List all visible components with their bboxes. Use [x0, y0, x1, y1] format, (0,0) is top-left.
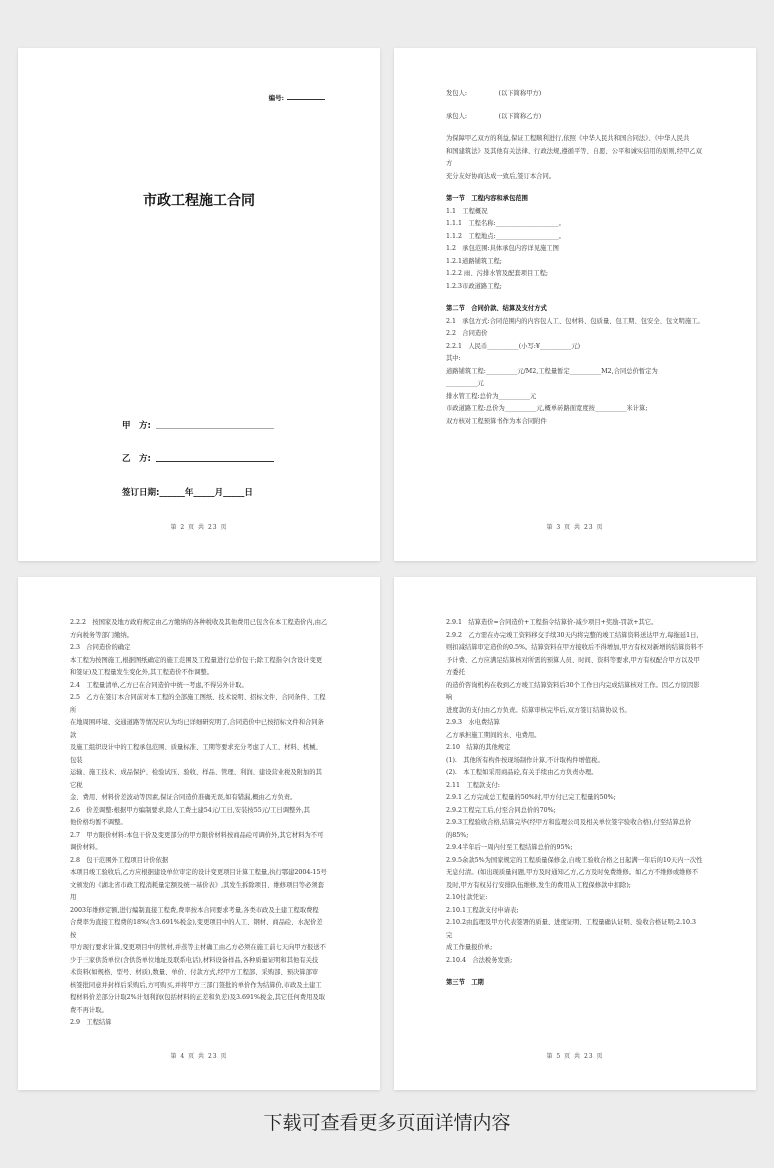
text-line: 程材料价差部分计取2%计划利润(包括材料的正差和负差)及3.691%税金,其它任何费用及取 — [70, 994, 326, 1001]
text-line: 方向税务等部门缴纳。 — [70, 631, 133, 639]
text-line: 文颁发的《湖北省市政工程消耗量定额及统一基价表》,其发生拆除项目、维修项目等必须套用 — [70, 881, 324, 901]
text-line: 1.2 承包范围:具体承包内容详见施工图 — [446, 245, 559, 252]
page-number: 第 3 页 共 23 页 — [546, 524, 604, 531]
text-line: 充分友好协商达成一致后,签订本合同。 — [446, 172, 556, 180]
text-line: 为保障甲乙双方的利益,保证工程顺利进行,依照《中华人民共和国合同法》、《中华人民共 — [446, 135, 690, 142]
text-line: 1.1 工程概况 — [446, 207, 488, 215]
text-line: 合费率为直接工程费的18%(含3.691%税金),变更项目中的人工、钢材、商品砼、水泥价差按 — [70, 919, 323, 939]
page-number: 第 5 页 共 23 页 — [546, 1053, 604, 1060]
text-line: 成工作量报价单; — [446, 944, 493, 951]
contract-page-3 — [394, 48, 756, 561]
text-line: 1.2.3市政道路工程; — [446, 282, 502, 290]
text-line: 2.2 合同造价 — [446, 330, 488, 337]
spacer — [446, 123, 704, 133]
text-line: 2.10付款凭证: — [446, 894, 488, 901]
text-line: 1.1.2 工程地点:____________________。 — [446, 232, 565, 240]
text-line: 2.10 结算的其他规定 — [446, 744, 511, 751]
text-line: 运输、施工技术、成品保护、检验试压、验收、样品、管理、利润、建设营业税及附加的其它税 — [70, 769, 322, 789]
text-line: 2.10.1工程款支付申请表; — [446, 906, 519, 914]
text-line: 2.9.5余款5%为国家规定的工程质量保修金,自竣工验收合格之日起满一年后的10天内一次性 — [446, 856, 703, 864]
contract-number-label: 编号: — [268, 94, 284, 102]
text-line: 2.1 承包方式:合同范围内的内容包人工、包材料、包质量、包工期、包安全、包文明施工。 — [446, 317, 704, 325]
sign-date: 签订日期:______年_____月_____日 — [122, 488, 253, 498]
spacer — [446, 101, 704, 111]
contract-number — [269, 93, 325, 102]
text-line: 乙方承担施工期间的水、电费用。 — [446, 731, 541, 739]
text-line: 2.4 工程量清单,乙方已在合同造价中统一考虑,不得另外计取。 — [70, 681, 248, 689]
section-heading: 第三节 工期 — [446, 979, 484, 986]
text-line: 排水管工程:总价为__________元 — [446, 392, 537, 400]
text-line: 本工程为按图施工,根据图纸确定的施工范围及工程量进行总价包干;除工程指令(含设计变更 — [70, 656, 323, 664]
text-line: 及施工组织设计中的工程承包范围、质量标准、工期等要求充分考虑了人工、材料、机械、包装 — [70, 744, 322, 764]
text-line: 2.7 甲方限价材料:本包干价及变更部分的甲方限价材料按商品砼可调价外,其它材料为不可 — [70, 831, 324, 839]
party-b-blank — [156, 461, 274, 462]
text-line: 双方核对工程预算书作为本合同附件 — [446, 417, 547, 425]
text-line: 2.9.2工程完工后,付至合同总价的70%; — [446, 806, 556, 814]
text-line: 2.10.4 合法税务发票; — [446, 956, 513, 964]
party-b-label: 乙 方: — [122, 454, 151, 464]
text-line: 和国建筑法》及其他有关法律、行政法规,遵循平等、自愿、公平和诚实信用的原则,经甲乙双方 — [446, 147, 702, 167]
text-line: 承包人: (以下简称乙方) — [446, 112, 542, 120]
text-line: 和签证)及工程量发生变化外,其工程造价不作调整。 — [70, 669, 213, 676]
contract-page-5 — [394, 577, 756, 1090]
text-line: 2.9.2 乙方需在办完竣工资料移交手续30天内将完整的竣工结算资料送达甲方,每拖延1日, — [446, 631, 699, 639]
text-line: (2). 本工程如采用商品砼,有关手续由乙方负责办理。 — [446, 769, 598, 776]
text-line: 2.2.1 人民币__________(小写:¥__________元) — [446, 342, 581, 350]
text-line: 他价格均暂不调整。 — [70, 819, 127, 826]
spacer — [446, 293, 704, 303]
contract-title: 市政工程施工合同 — [143, 193, 255, 209]
spacer — [446, 967, 704, 977]
page-body — [70, 617, 328, 1030]
text-line: 则扣减结算审定造价的0.5%。结算资料在甲方接收后不得增加,甲方有权对新增的结算资料不 — [446, 644, 704, 651]
text-line: 2.9.3工程验收合格,结算完毕(经甲方和监理公司及相关单位签字验收合格),付至结算总价 — [446, 819, 692, 826]
text-line: 本项目竣工验收后,乙方应根据建设单位审定的设计变更项目计算工程量,执行鄂建2004-15号 — [70, 869, 327, 876]
text-line: 金、费用、材料价差波动等因素,保证合同造价准确无误,如有错漏,概由乙方负责。 — [70, 794, 297, 801]
text-line: 市政道路工程:总价为__________元,概单砖路面宽度按__________米计算; — [446, 405, 648, 412]
text-line: 2.9.3 水电费结算 — [446, 719, 500, 726]
text-line: 2.6 价差调整:根据甲方编制要求,除人工费土建54元/工日,安装按55元/工日调整外,其 — [70, 806, 310, 814]
text-line: 2.9.1 乙方完成总工程量的50%时,甲方付已完工程量的50%; — [446, 794, 616, 801]
text-line: 甲方现行要求计算,变更项目中的管材,并蒸等主材确工由乙方必须在施工前七天向甲方报送不 — [70, 944, 326, 951]
download-caption: 下载可查看更多页面详情内容 — [263, 1112, 511, 1134]
page-body — [446, 617, 704, 990]
text-line: 费不再计取。 — [70, 1006, 108, 1014]
text-line: 核签批同意并封样后采购后,方可购买,并将甲方三部门签批的单价作为结算价,市政及土建工 — [70, 981, 322, 989]
text-line: 无息付清。(如出现质量问题,甲方及时通知乙方,乙方及时免费维修。如乙方不维修或维修不 — [446, 869, 699, 876]
text-line: 2.9 工程结算 — [70, 1019, 112, 1026]
text-line: 的85%; — [446, 831, 469, 839]
text-line: 道路铺筑工程:__________元/M2,工程量暂定__________M2,合同总价暂定为 — [446, 367, 658, 375]
contract-cover-page — [18, 48, 380, 561]
text-line: 少于三家供货单位(含供货单位地址及联系电话),材料设备样品,各种质量证明和其他有关技 — [70, 956, 319, 964]
party-a-label: 甲 方: — [122, 421, 151, 431]
party-a-blank — [156, 428, 274, 429]
text-line: __________元 — [446, 380, 484, 387]
text-line: 的造价咨询机构在收到乙方竣工结算资料后30个工作日内完成结算核对工作。因乙方原因影响 — [446, 681, 700, 701]
text-line: 2.8 包干范围外工程项目计价依据 — [70, 856, 169, 864]
text-line: 2003年维修定额,进行编制直接工程费,费率按本合同要求考量,各类市政及土建工程取费程 — [70, 906, 319, 914]
text-line: 进度款的支付由乙方负责。结算审核完毕后,双方签订结算协议书。 — [446, 706, 631, 714]
text-line: 其中: — [446, 355, 461, 362]
text-line: 予计费、乙方应满足结算核对所需的预算人员、时间、资料等要求,甲方有权配合甲方以及甲方委托 — [446, 656, 700, 676]
text-line: 2.9.1 结算造价=合同造价+工程指令结算价-减少项目+奖励-罚款+其它。 — [446, 619, 658, 626]
contract-number-blank — [287, 99, 325, 100]
section-heading: 第一节 工程内容和承包范围 — [446, 195, 528, 202]
text-line: 在地周围环境、交通道路等情况应认为均已详细研究明了,合同造价中已按招标文件和合同条款 — [70, 719, 324, 739]
page-number: 第 4 页 共 23 页 — [170, 1053, 228, 1060]
page-number: 第 2 页 共 23 页 — [170, 524, 228, 531]
text-line: 1.2.2 雨、污排水管及配套项目工程; — [446, 270, 549, 277]
spacer — [446, 183, 704, 193]
text-line: 2.9.4半年后一周内付至工程结算总价的95%; — [446, 844, 573, 851]
text-line: 调价材料。 — [70, 844, 102, 851]
party-b-line — [122, 452, 274, 464]
text-line: 2.11 工程款支付: — [446, 781, 500, 789]
text-line: 1.1.1 工程名称:____________________。 — [446, 220, 565, 227]
text-line: 及时,甲方有权另行安排队伍维修,发生的费用从工程保修款中扣除); — [446, 881, 631, 889]
text-line: (1). 其他所有构件按现场制作计算,不计取构件增值税。 — [446, 756, 604, 764]
page-body — [446, 88, 704, 428]
text-line: 2.3 合同造价的确定 — [70, 644, 131, 651]
text-line: 2.2.2 按国家及地方政府规定由乙方缴纳的各种税收及其他费用已包含在本工程造价内,由乙 — [70, 619, 328, 626]
text-line: 2.5 乙方在签订本合同前对本工程的全部施工图纸、技术说明、招标文件、合同条件、工程所 — [70, 694, 326, 714]
text-line: 术资料(如规格、型号、材质),数量、单价、付款方式,经甲方工程部、采购部、预决算部审 — [70, 969, 319, 976]
contract-page-4 — [18, 577, 380, 1090]
text-line: 1.2.1道路铺筑工程; — [446, 257, 502, 265]
text-line: 发包人: (以下简称甲方) — [446, 90, 542, 97]
text-line: 2.10.2由监理及甲方代表签署的质量、进度证明、工程量确认证明、验收合格证明;2.10.3 完 — [446, 919, 703, 939]
party-a-line — [122, 419, 274, 431]
section-heading: 第二节 合同价款、结算及支付方式 — [446, 305, 547, 312]
